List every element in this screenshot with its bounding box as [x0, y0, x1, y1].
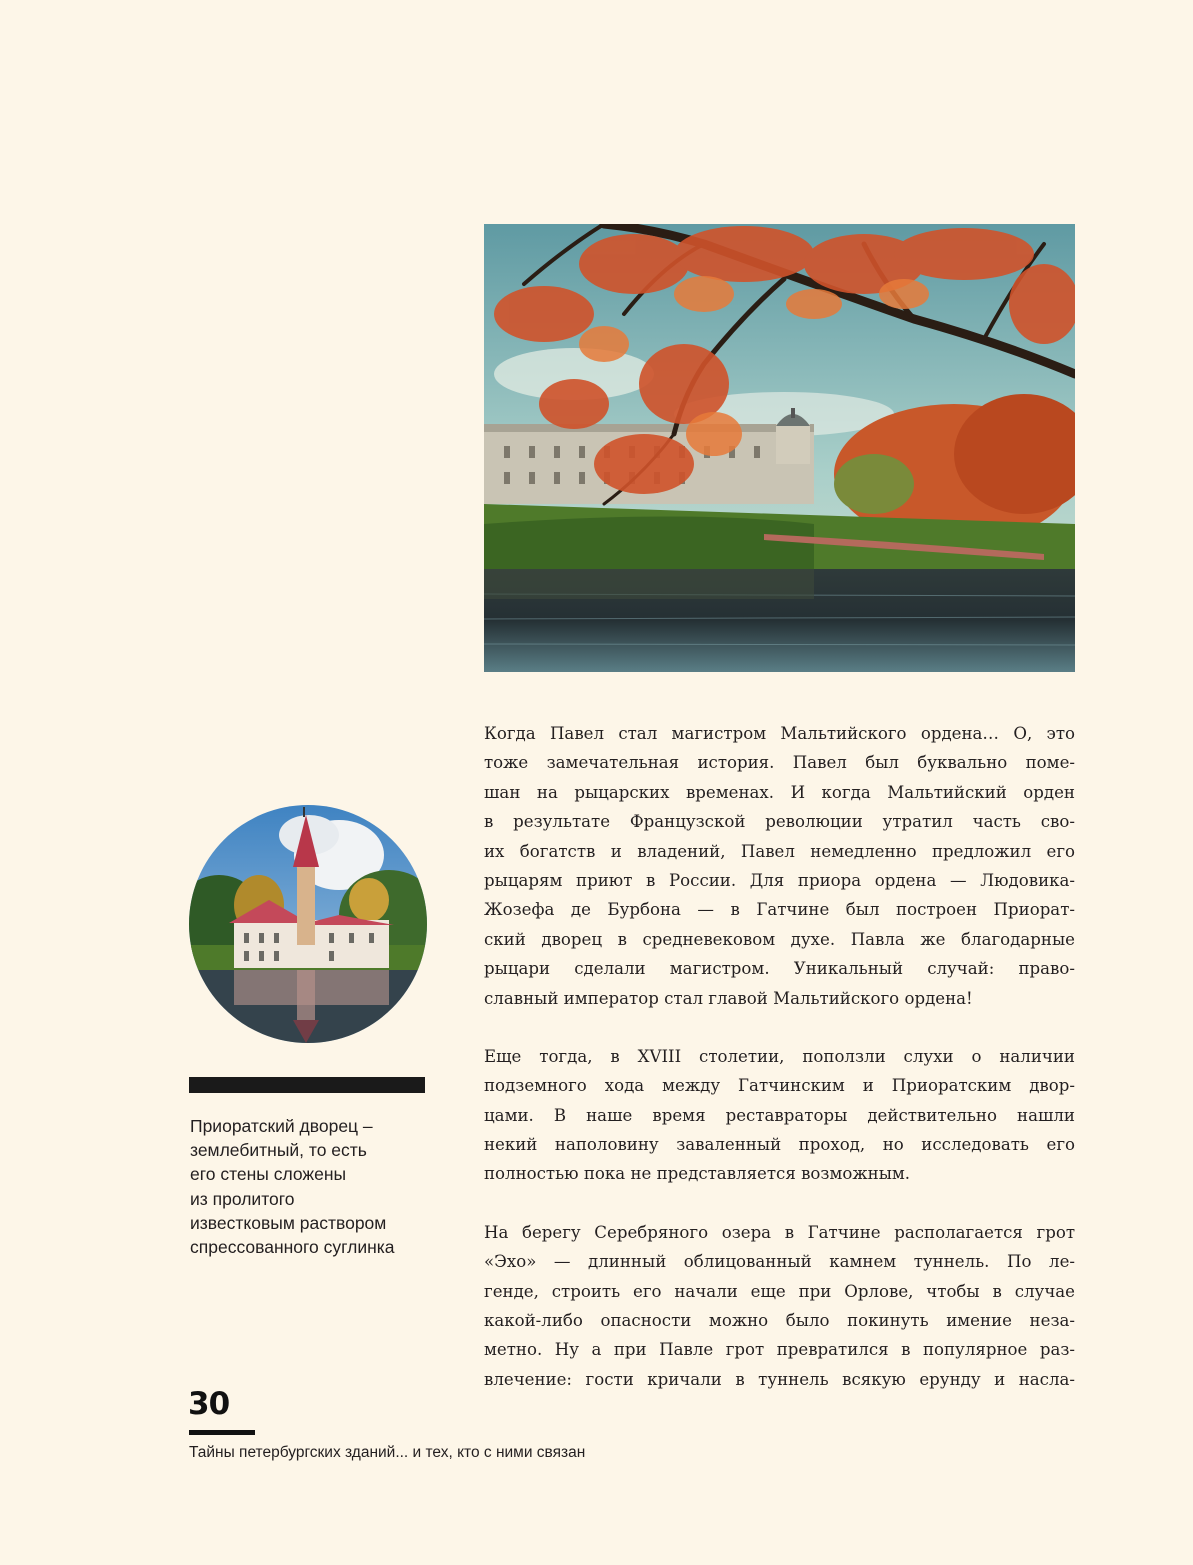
text-line: На берегу Серебряного озера в Гатчине располагается грот [484, 1222, 1075, 1242]
text-line: цами. В наше время реставраторы действительно нашли [484, 1105, 1075, 1125]
page-number: 30 [188, 1386, 230, 1422]
caption-line: Приоратский дворец – [190, 1116, 373, 1136]
text-line: генде, строить его начали еще при Орлове, чтобы в случае [484, 1281, 1075, 1301]
caption-rule [189, 1077, 425, 1093]
main-photo-gatchina-palace [484, 224, 1075, 672]
text-line: славный император стал главой Мальтийского ордена! [484, 988, 973, 1008]
paragraph-3 [484, 1218, 1075, 1394]
text-line: полностью пока не представляется возможным. [484, 1164, 911, 1184]
caption-line: его стены сложены [190, 1164, 347, 1185]
page-number-rule [189, 1430, 255, 1435]
text-line: рыцари сделали магистром. Уникальный случай: право- [484, 959, 1075, 979]
text-line: Еще тогда, в XVIII столетии, поползли слухи о наличии [484, 1046, 1075, 1066]
priory-palace-photo [189, 805, 427, 1043]
text-line: влечение: гости кричали в туннель всякую ерунду и насла- [484, 1369, 1075, 1389]
body-text [484, 719, 1075, 1423]
caption-line: известковым раствором [190, 1212, 387, 1233]
text-line: Жозефа де Бурбона — в Гатчине был построен Приорат- [484, 900, 1075, 920]
caption-line: землебитный, то есть [190, 1140, 367, 1161]
text-line: тоже замечательная история. Павел был буквально поме- [484, 753, 1075, 773]
text-line: Когда Павел стал магистром Мальтийского ордена… О, это [484, 724, 1075, 743]
photo-caption [190, 1114, 430, 1259]
paragraph-2 [484, 1042, 1075, 1189]
text-line: какой-либо опасности можно было покинуть имение неза- [484, 1311, 1075, 1331]
paragraph-1 [484, 719, 1075, 1013]
book-title-footer: Тайны петербургских зданий... и тех, кто с ними связан [189, 1444, 586, 1461]
text-line: их богатств и владений, Павел немедленно предложил его [484, 841, 1075, 861]
text-line: метно. Ну а при Павле грот превратился в популярное раз- [484, 1340, 1075, 1360]
text-line: рыцарям приют в России. Для приора ордена — Людовика- [484, 870, 1075, 890]
text-line: шан на рыцарских временах. И когда Мальтийский орден [484, 782, 1075, 802]
caption-line: спрессованного суглинка [190, 1237, 395, 1258]
text-line: ский дворец в средневековом духе. Павла же благодарные [484, 929, 1075, 949]
text-line: некий наполовину заваленный проход, но исследовать его [484, 1135, 1075, 1155]
text-line: «Эхо» — длинный облицованный камнем туннель. По ле- [484, 1252, 1075, 1272]
text-line: в результате Французской революции утратил часть сво- [484, 812, 1075, 832]
caption-line: из пролитого [190, 1188, 295, 1209]
text-line: подземного хода между Гатчинским и Приоратским двор- [484, 1076, 1075, 1096]
